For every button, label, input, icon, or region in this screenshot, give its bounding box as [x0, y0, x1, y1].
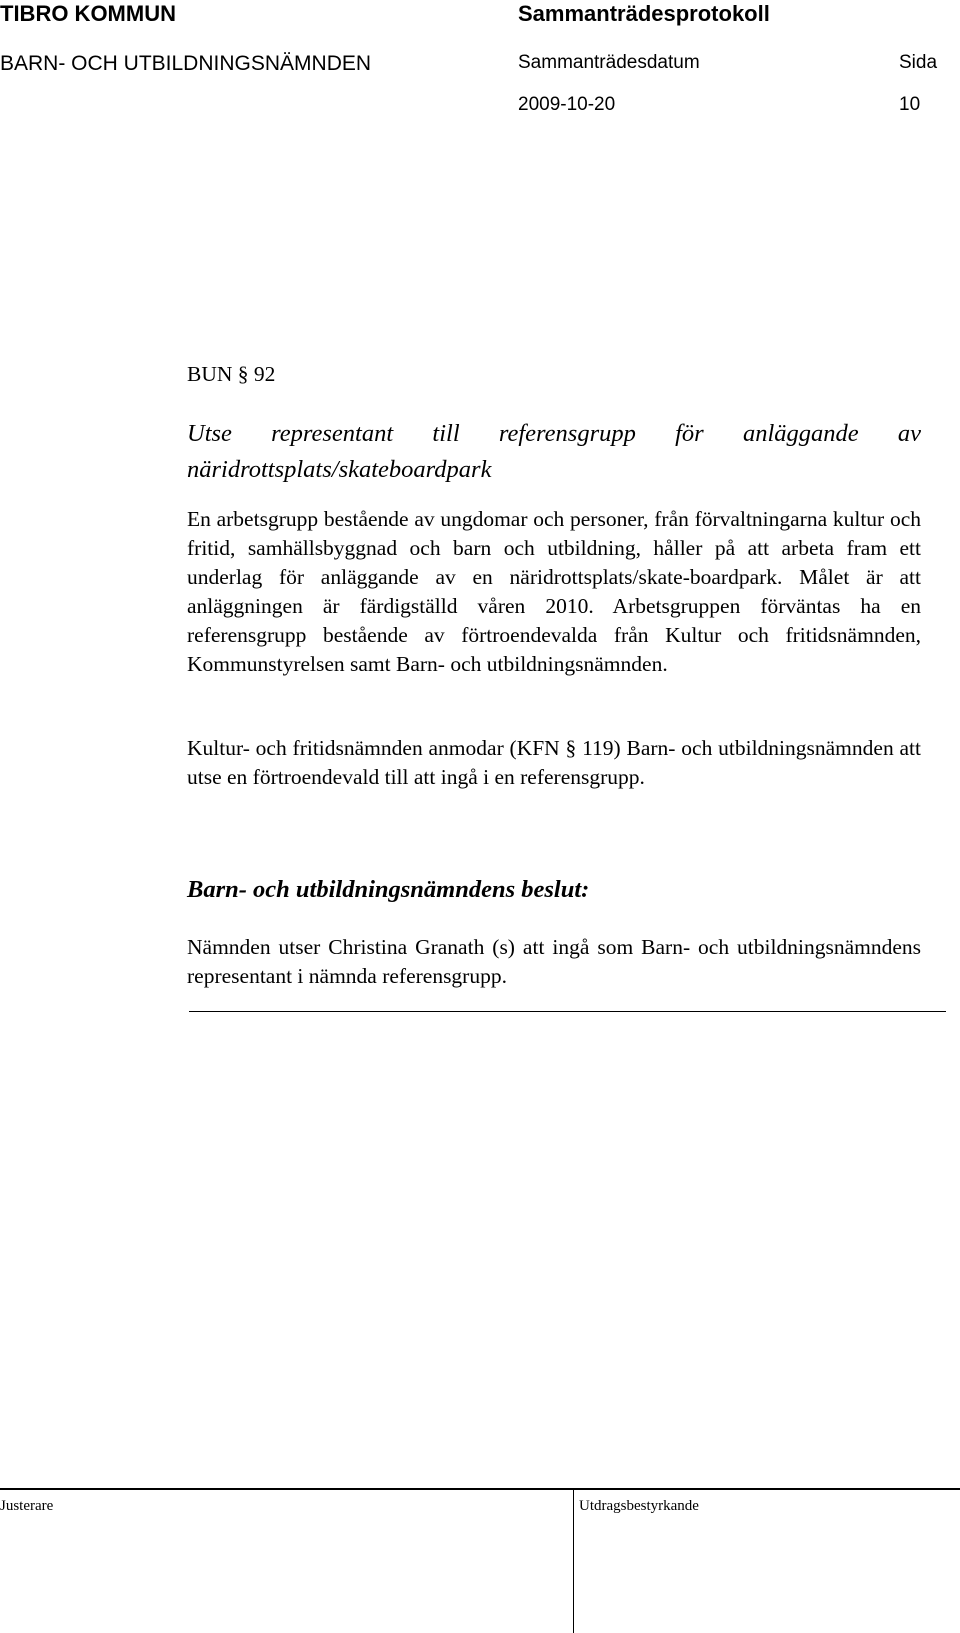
- footer-certification-label: Utdragsbestyrkande: [579, 1498, 699, 1514]
- decision-text: Nämnden utser Christina Granath (s) att ingå som Barn- och utbildningsnämndens representant i nämnda referensgrupp.: [187, 935, 921, 988]
- item-title: Utse representant till referensgrupp för anläggande av näridrottsplats/skateboardpark: [187, 420, 921, 483]
- organization-name: TIBRO KOMMUN: [0, 1, 176, 26]
- body-paragraph: En arbetsgrupp bestående av ungdomar och personer, från förvaltningarna kultur och fritid, samhällsbyggnad och barn och utbildning, håller på att arbeta fram ett underlag för anläggande av en näridrottsplats/skate-boardpark. Målet är att anläggningen är färdigställd våren 2010. Arbetsgruppen förväntas ha en referensgrupp bestående av förtroendevalda från Kultur och fritidsnämnden, Kommunstyrelsen samt Barn- och utbildningsnämnden.: [187, 507, 921, 676]
- body-paragraph: Kultur- och fritidsnämnden anmodar (KFN § 119) Barn- och utbildningsnämnden att utse en förtroendevald till att ingå i en referensgrupp.: [187, 736, 921, 789]
- page-label: Sida: [899, 52, 938, 73]
- decision-heading: Barn- och utbildningsnämndens beslut:: [187, 876, 590, 903]
- footer-column-divider: [573, 1488, 574, 1633]
- document-type: Sammanträdesprotokoll: [518, 1, 770, 26]
- page-number: 10: [899, 94, 921, 115]
- footer-adjuster-label: Justerare: [0, 1498, 54, 1514]
- board-name: BARN- OCH UTBILDNINGSNÄMNDEN: [0, 52, 372, 75]
- meeting-date-value: 2009-10-20: [518, 94, 616, 115]
- meeting-date-label: Sammanträdesdatum: [518, 52, 700, 73]
- end-rule: [189, 1011, 946, 1012]
- footer-divider: [0, 1488, 960, 1490]
- section-id: BUN § 92: [187, 362, 276, 386]
